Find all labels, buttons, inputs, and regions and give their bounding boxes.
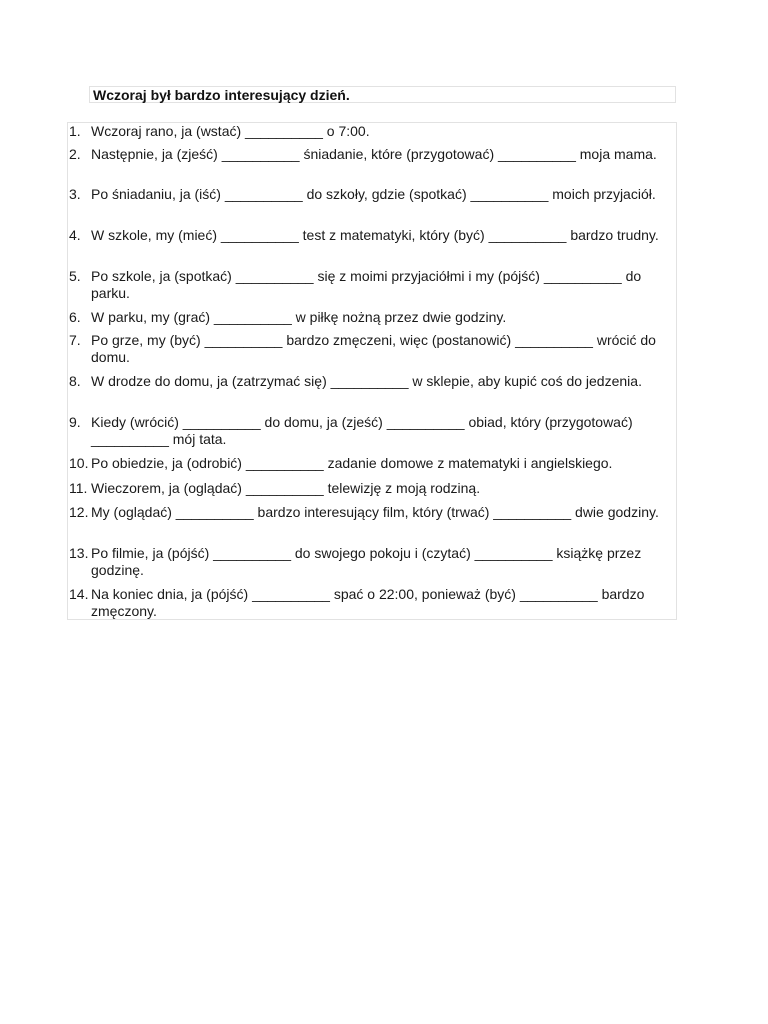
item-text: Po śniadaniu, ja (iść) __________ do szkoły, gdzie (spotkać) __________ moich przyjaciół.	[91, 186, 656, 202]
item-number: 5.	[69, 268, 81, 284]
item-number: 10.	[69, 455, 89, 471]
item-text: Po grze, my (być) __________ bardzo zmęczeni, więc (postanowić) __________ wrócić do domu.	[91, 332, 656, 365]
item-text: W drodze do domu, ja (zatrzymać się) __________ w sklepie, aby kupić coś do jedzenia.	[91, 373, 642, 389]
item-text: W parku, my (grać) __________ w piłkę nożną przez dwie godziny.	[91, 309, 507, 325]
exercise-box	[67, 122, 677, 620]
item-number: 3.	[69, 186, 81, 202]
item-text: Po obiedzie, ja (odrobić) __________ zadanie domowe z matematyki i angielskiego.	[91, 455, 613, 471]
item-text: Wieczorem, ja (oglądać) __________ telewizję z moją rodziną.	[91, 480, 481, 496]
item-number: 4.	[69, 227, 81, 243]
item-number: 13.	[69, 545, 89, 561]
item-number: 1.	[69, 123, 81, 139]
page-title: Wczoraj był bardzo interesujący dzień.	[93, 87, 350, 103]
item-number: 8.	[69, 373, 81, 389]
item-number: 9.	[69, 414, 81, 430]
item-text: Po filmie, ja (pójść) __________ do swojego pokoju i (czytać) __________ książkę przez godzinę.	[91, 545, 642, 578]
item-text: Następnie, ja (zjeść) __________ śniadanie, które (przygotować) __________ moja mama.	[91, 146, 657, 162]
item-number: 7.	[69, 332, 81, 348]
item-text: Wczoraj rano, ja (wstać) __________ o 7:00.	[91, 123, 370, 139]
item-text: My (oglądać) __________ bardzo interesujący film, który (trwać) __________ dwie godziny.	[91, 504, 659, 520]
item-number: 2.	[69, 146, 81, 162]
item-number: 6.	[69, 309, 81, 325]
item-text: Po szkole, ja (spotkać) __________ się z moimi przyjaciółmi i my (pójść) __________ do parku.	[91, 268, 642, 301]
item-text: Na koniec dnia, ja (pójść) __________ spać o 22:00, ponieważ (być) __________ bardzo zmęczony.	[91, 586, 645, 619]
item-text: W szkole, my (mieć) __________ test z matematyki, który (być) __________ bardzo trudny.	[91, 227, 659, 243]
title-box	[89, 86, 676, 103]
item-number: 11.	[69, 480, 88, 496]
item-number: 14.	[69, 586, 89, 602]
item-text: Kiedy (wrócić) __________ do domu, ja (zjeść) __________ obiad, który (przygotować) __________ mój tata.	[91, 414, 633, 447]
item-number: 12.	[69, 504, 89, 520]
